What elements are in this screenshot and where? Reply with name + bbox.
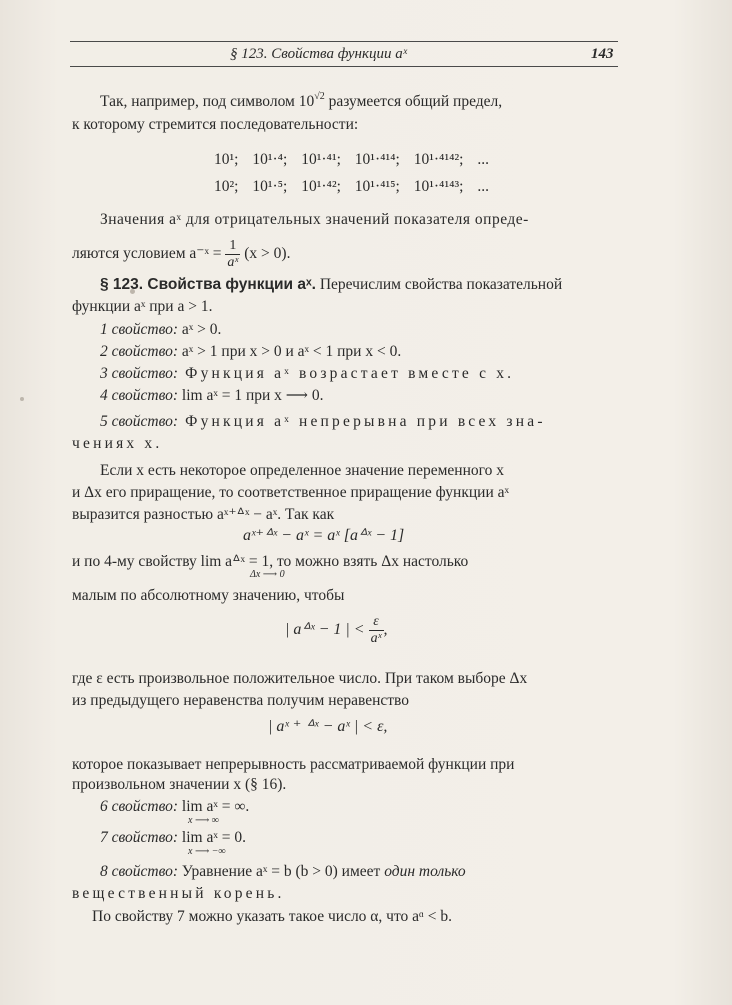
property-label: 6 свойство:: [100, 798, 179, 815]
sequence-line-1: [214, 150, 489, 170]
property-label: 7 свойство:: [100, 829, 179, 846]
text-fragment: (x > 0).: [244, 245, 291, 262]
sequence-term: 10¹·⁴¹⁴;: [354, 151, 400, 168]
text-line: чениях x.: [72, 435, 163, 452]
text-fragment: Так, например, под символом 10: [100, 93, 315, 110]
property-label: 3 свойство:: [100, 365, 179, 382]
sequence-term: 10¹·⁴¹⁵;: [354, 178, 400, 195]
property-label: 5 свойство:: [100, 413, 179, 430]
section-title: § 123. Свойства функции aˣ.: [100, 276, 316, 293]
property-3: [100, 364, 514, 384]
limit-subscript: x ⟶ −∞: [188, 846, 226, 857]
property-8: [100, 862, 466, 882]
limit-subscript: Δx ⟶ 0: [250, 569, 285, 580]
fraction-denominator: aˣ: [227, 254, 239, 270]
section-heading-line: [100, 275, 562, 295]
text-line: и Δx его приращение, то соответственное приращение функции aˣ: [72, 484, 509, 501]
text-line: [100, 92, 502, 112]
paper-spot: [20, 397, 24, 401]
property-label: 1 свойство:: [100, 321, 179, 338]
text-line: По свойству 7 можно указать такое число α, что aᵅ < b.: [92, 908, 453, 925]
text-line: и по 4-му свойству lim aᐞˣ = 1, то можно взять Δx настолько: [72, 553, 469, 570]
sequence-term: 10¹·⁴¹⁴³;: [413, 178, 464, 195]
property-label: 4 свойство:: [100, 387, 179, 404]
property-text: aˣ > 1 при x > 0 и aˣ < 1 при x < 0.: [178, 343, 402, 360]
property-text: Функция aˣ возрастает вместе с x.: [178, 365, 515, 382]
fraction-numerator: 1: [225, 238, 240, 255]
text-fragment: Перечислим свойства показательной: [315, 276, 563, 293]
text-line: которое показывает непрерывность рассматриваемой функции при: [72, 756, 515, 773]
sequence-term: 10¹;: [214, 151, 239, 168]
header-rule-bottom: [70, 66, 618, 67]
sequence-term: ...: [477, 151, 489, 168]
text-line: вещественный корень.: [72, 885, 285, 902]
text-line: [72, 236, 290, 272]
text-fragment: ляются условием a⁻ˣ =: [72, 245, 222, 262]
sequence-line-2: [214, 177, 489, 197]
equation-fragment: ,: [383, 621, 388, 638]
property-label: 8 свойство:: [100, 863, 179, 880]
property-7: [100, 828, 246, 848]
equation-3: | aˣ ⁺ ᐞˣ − aˣ | < ε,: [268, 718, 388, 735]
property-label: 2 свойство:: [100, 343, 179, 360]
fraction: [369, 614, 384, 647]
property-text: lim aˣ = 1 при x ⟶ 0.: [178, 387, 324, 404]
sequence-term: 10¹·⁵;: [252, 178, 288, 195]
text-line: где ε есть произвольное положительное число. При таком выборе Δx: [72, 670, 528, 687]
sequence-term: ...: [477, 178, 489, 195]
sequence-term: 10¹·⁴;: [252, 151, 288, 168]
text-line: Значения aˣ для отрицательных значений показателя опреде-: [100, 211, 529, 228]
running-head: § 123. Свойства функции aˣ: [230, 46, 407, 62]
property-text: Уравнение aˣ = b (b > 0) имеет: [178, 863, 385, 880]
property-text: aˣ > 0.: [178, 321, 222, 338]
text-line: Если x есть некоторое определенное значение переменного x: [100, 462, 504, 479]
text-line: малым по абсолютному значению, чтобы: [72, 587, 345, 604]
equation-fragment: | aᐞˣ − 1 | <: [285, 621, 365, 638]
property-text: lim aˣ = ∞.: [178, 798, 250, 815]
sequence-term: 10²;: [214, 178, 239, 195]
property-2: [100, 342, 401, 362]
text-line: произвольном значении x (§ 16).: [72, 776, 287, 793]
property-text: Функция aˣ непрерывна при всех зна-: [178, 413, 546, 430]
sequence-term: 10¹·⁴¹;: [301, 151, 341, 168]
text-line: из предыдущего неравенства получим неравенство: [72, 692, 410, 709]
header-rule-top: [70, 41, 618, 42]
property-1: [100, 320, 221, 340]
equation-2: [285, 610, 388, 650]
property-4: [100, 386, 324, 406]
equation-1: aˣ⁺ᐞˣ − aˣ = aˣ [aᐞˣ − 1]: [243, 527, 405, 544]
property-text: lim aˣ = 0.: [178, 829, 246, 846]
fraction-denominator: aˣ: [370, 630, 382, 646]
text-line: выразится разностью aˣ⁺ᐞˣ − aˣ. Так как: [72, 506, 335, 523]
text-line: функции aˣ при a > 1.: [72, 298, 213, 315]
property-5: [100, 412, 546, 432]
text-fragment: разумеется общий предел,: [324, 93, 503, 110]
page-number: 143: [591, 46, 614, 62]
limit-subscript: x ⟶ ∞: [188, 815, 219, 826]
fraction: [225, 238, 240, 271]
text-line: к которому стремится последовательности:: [72, 116, 359, 133]
sequence-term: 10¹·⁴²;: [301, 178, 341, 195]
sequence-term: 10¹·⁴¹⁴²;: [413, 151, 464, 168]
property-6: [100, 797, 249, 817]
fraction-numerator: ε: [369, 614, 384, 631]
exponent: √2: [314, 91, 325, 102]
property-text-emphasis: один только: [384, 863, 466, 880]
